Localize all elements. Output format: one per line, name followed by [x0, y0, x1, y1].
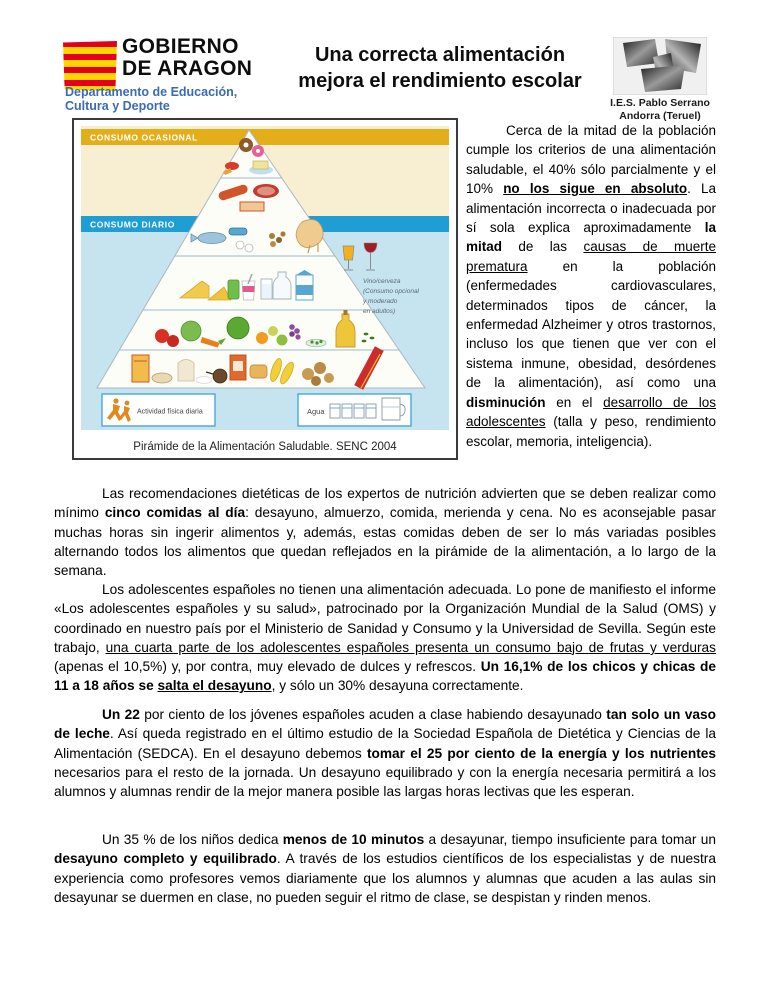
svg-text:y moderado: y moderado — [363, 298, 398, 305]
paragraph-spanish-teens: Los adolescentes españoles no tienen una alimentación adecuada. Lo pone de manifiesto el informe «Los adolescentes españoles y su salud», patrocinado por la Organización Mundial de la Salud (OMS) y coordinado en nuestro país por el Ministerio de Sanidad y Consumo y la Universidad de Sevilla. Según este trabajo, una cuarta parte de los adolescentes españoles presenta un consumo bajo de frutas y verduras (apenas el 10,5%) y, por contra, muy elevado de dulces y refrescos. Un 16,1% de los chicos y chicas de 11 a 18 años se salta el desayuno, y sólo un 30% desayuna correctamente. — [54, 582, 716, 694]
occasional-band-label: CONSUMO OCASIONAL — [90, 132, 198, 143]
page-title: Una correcta alimentación mejora el rendimiento escolar — [298, 44, 582, 92]
paragraph-breakfast-time: Un 35 % de los niños dedica menos de 10 minutos a desayunar, tiempo insuficiente para tomar un desayuno completo y equilibrado. A través de los estudios científicos de los especialistas y de nuestra experiencia como profesores vemos diariamente que los alumnos y alumnas que acuden a las aulas sin desayunar se duermen en clase, no pueden seguir el ritmo de clase, se despistan y rinden menos. — [54, 832, 717, 905]
svg-text:Vino/cerveza: Vino/cerveza — [363, 278, 401, 285]
daily-band-label: CONSUMO DIARIO — [90, 219, 175, 230]
figure-caption: Pirámide de la Alimentación Saludable. SENC 2004 — [133, 441, 397, 453]
gov-name-line2: DE ARAGON — [122, 56, 253, 80]
paragraph-breakfast-study: Un 22 por ciento de los jóvenes españoles acuden a clase habiendo desayunado tan solo un vaso de leche. Así queda registrado en el último estudio de la Sociedad Española de Dietética y Ciencias de la Alimentación (SEDCA). En el desayuno debemos tomar el 25 por ciento de la energía y los nutrientes necesarios para el resto de la jornada. Un desayuno equilibrado y con la energía necesaria permitirá a los alumnos y alumnas rendir de la mejor manera posible las largas horas lectivas que les esperan. — [54, 707, 717, 800]
gov-name-line1: GOBIERNO — [122, 35, 239, 58]
activity-label: Actividad física diaria — [137, 408, 203, 416]
water-label: Agua — [307, 407, 325, 416]
gobierno-aragon-name — [122, 36, 252, 79]
food-pyramid-illustration — [80, 122, 450, 434]
food-pyramid-figure — [72, 118, 458, 460]
svg-text:(Consumo opcional: (Consumo opcional — [363, 288, 420, 295]
school-name: I.E.S. Pablo Serrano Andorra (Teruel) — [610, 97, 710, 122]
department-label: Departamento de Educación, Cultura y Deporte — [65, 85, 238, 113]
intro-paragraph: Cerca de la mitad de la población cumple los criterios de una alimentación saludable, el 40% sólo parcialmente y el 10% no los sigue en absoluto. La alimentación incorrecta o inadecuada por sí sola explica aproximadamente la mitad de las causas de muerte prematura en la población (enfermedades cardiovasculares, determinados tipos de cáncer, la enfermedad Alzheimer y otros trastornos, incluso los que tienen que ver con el sistema inmune, obesidad, desórdenes de la alimentación), así como una disminución en el desarrollo de los adolescentes (talla y peso, rendimiento escolar, memoria, inteligencia). — [466, 123, 717, 449]
svg-text:en adultos): en adultos) — [363, 308, 396, 315]
activity-box — [102, 394, 215, 426]
school-logo — [608, 37, 712, 122]
aragon-flag-icon — [63, 41, 117, 91]
water-box — [298, 394, 411, 426]
gobierno-aragon-logo — [63, 36, 278, 114]
paragraph-meals-per-day: Las recomendaciones dietéticas de los expertos de nutrición advierten que se deben realizar como mínimo cinco comidas al día: desayuno, almuerzo, comida, merienda y cena. No es aconsejable pasar muchas horas sin ingerir alimentos y, además, estas comidas deben de ser lo más variadas posibles alternando todos los alimentos que quedan reflejados en la pirámide de la alimentación, a lo largo de la semana. — [54, 486, 716, 579]
pablo-serrano-sculpture-icon — [613, 37, 707, 95]
